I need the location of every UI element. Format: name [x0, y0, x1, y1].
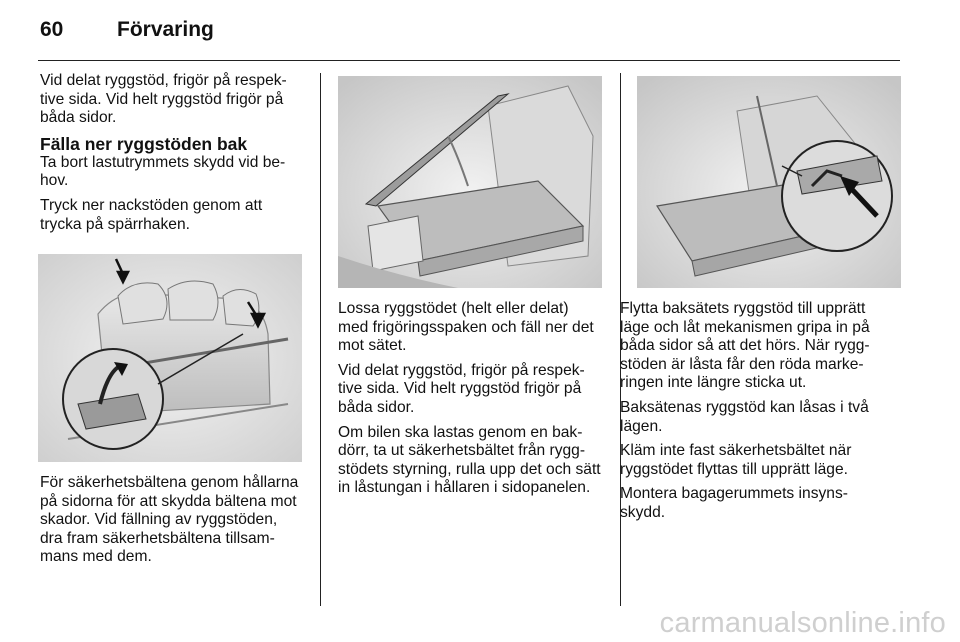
paragraph-upright: Flytta baksätets ryggstöd till upprätt läge och låt mekanismen gripa in på båda sidor så att det hörs. När rygg- stöden är låsta får den röda marke- ringen inte längre sticka ut.	[620, 300, 870, 392]
column-3	[620, 300, 905, 529]
paragraph-headrests: Tryck ner nackstöden genom att trycka på spärrhaken.	[40, 196, 263, 233]
column-2	[338, 300, 608, 504]
chapter-title: Förvaring	[117, 18, 214, 41]
paragraph-remove-cover: Ta bort lastutrymmets skydd vid be- hov.	[40, 153, 286, 190]
page-header	[0, 0, 960, 62]
paragraph-seatbelts: För säkerhetsbältena genom hållarna på sidorna för att skydda bältena mot skador. Vid fällning av ryggstöden, dra fram säkerhetsbältena tillsam- mans med dem.	[40, 474, 299, 566]
intro-paragraph: Vid delat ryggstöd, frigör på respek- tive sida. Vid helt ryggstöd frigör på båda sidor.	[40, 72, 287, 127]
section-heading: Fälla ner ryggstöden bak	[40, 133, 248, 154]
paragraph-release-lever: Lossa ryggstödet (helt eller delat) med frigöringsspaken och fäll ner det mot sätet.	[338, 300, 594, 355]
illustration-headrests	[38, 254, 302, 462]
illustration-upright-backrest	[637, 76, 901, 288]
column-1	[40, 72, 315, 240]
watermark: carmanualsonline.info	[659, 607, 946, 639]
paragraph-loading: Om bilen ska lastas genom en bak- dörr, ta ut säkerhetsbältet från rygg- stödets styrning, rulla upp det och sätt in låstungan i hållaren i sidopanelen.	[338, 423, 601, 497]
paragraph-cover: Montera bagagerummets insyns- skydd.	[620, 485, 848, 521]
paragraph-two-positions: Baksätenas ryggstöd kan låsas i två lägen.	[620, 398, 869, 435]
header-rule	[38, 60, 900, 61]
paragraph-split-backrest: Vid delat ryggstöd, frigör på respek- tive sida. Vid helt ryggstöd frigör på båda sidor.	[338, 361, 585, 416]
paragraph-belt-warning: Kläm inte fast säkerhetsbältet när ryggstödet flyttas till upprätt läge.	[620, 442, 852, 478]
illustration-folded-backrest	[338, 76, 602, 288]
column-divider-1	[320, 73, 321, 606]
page-number: 60	[40, 18, 64, 41]
column-1-bottom	[40, 474, 315, 573]
